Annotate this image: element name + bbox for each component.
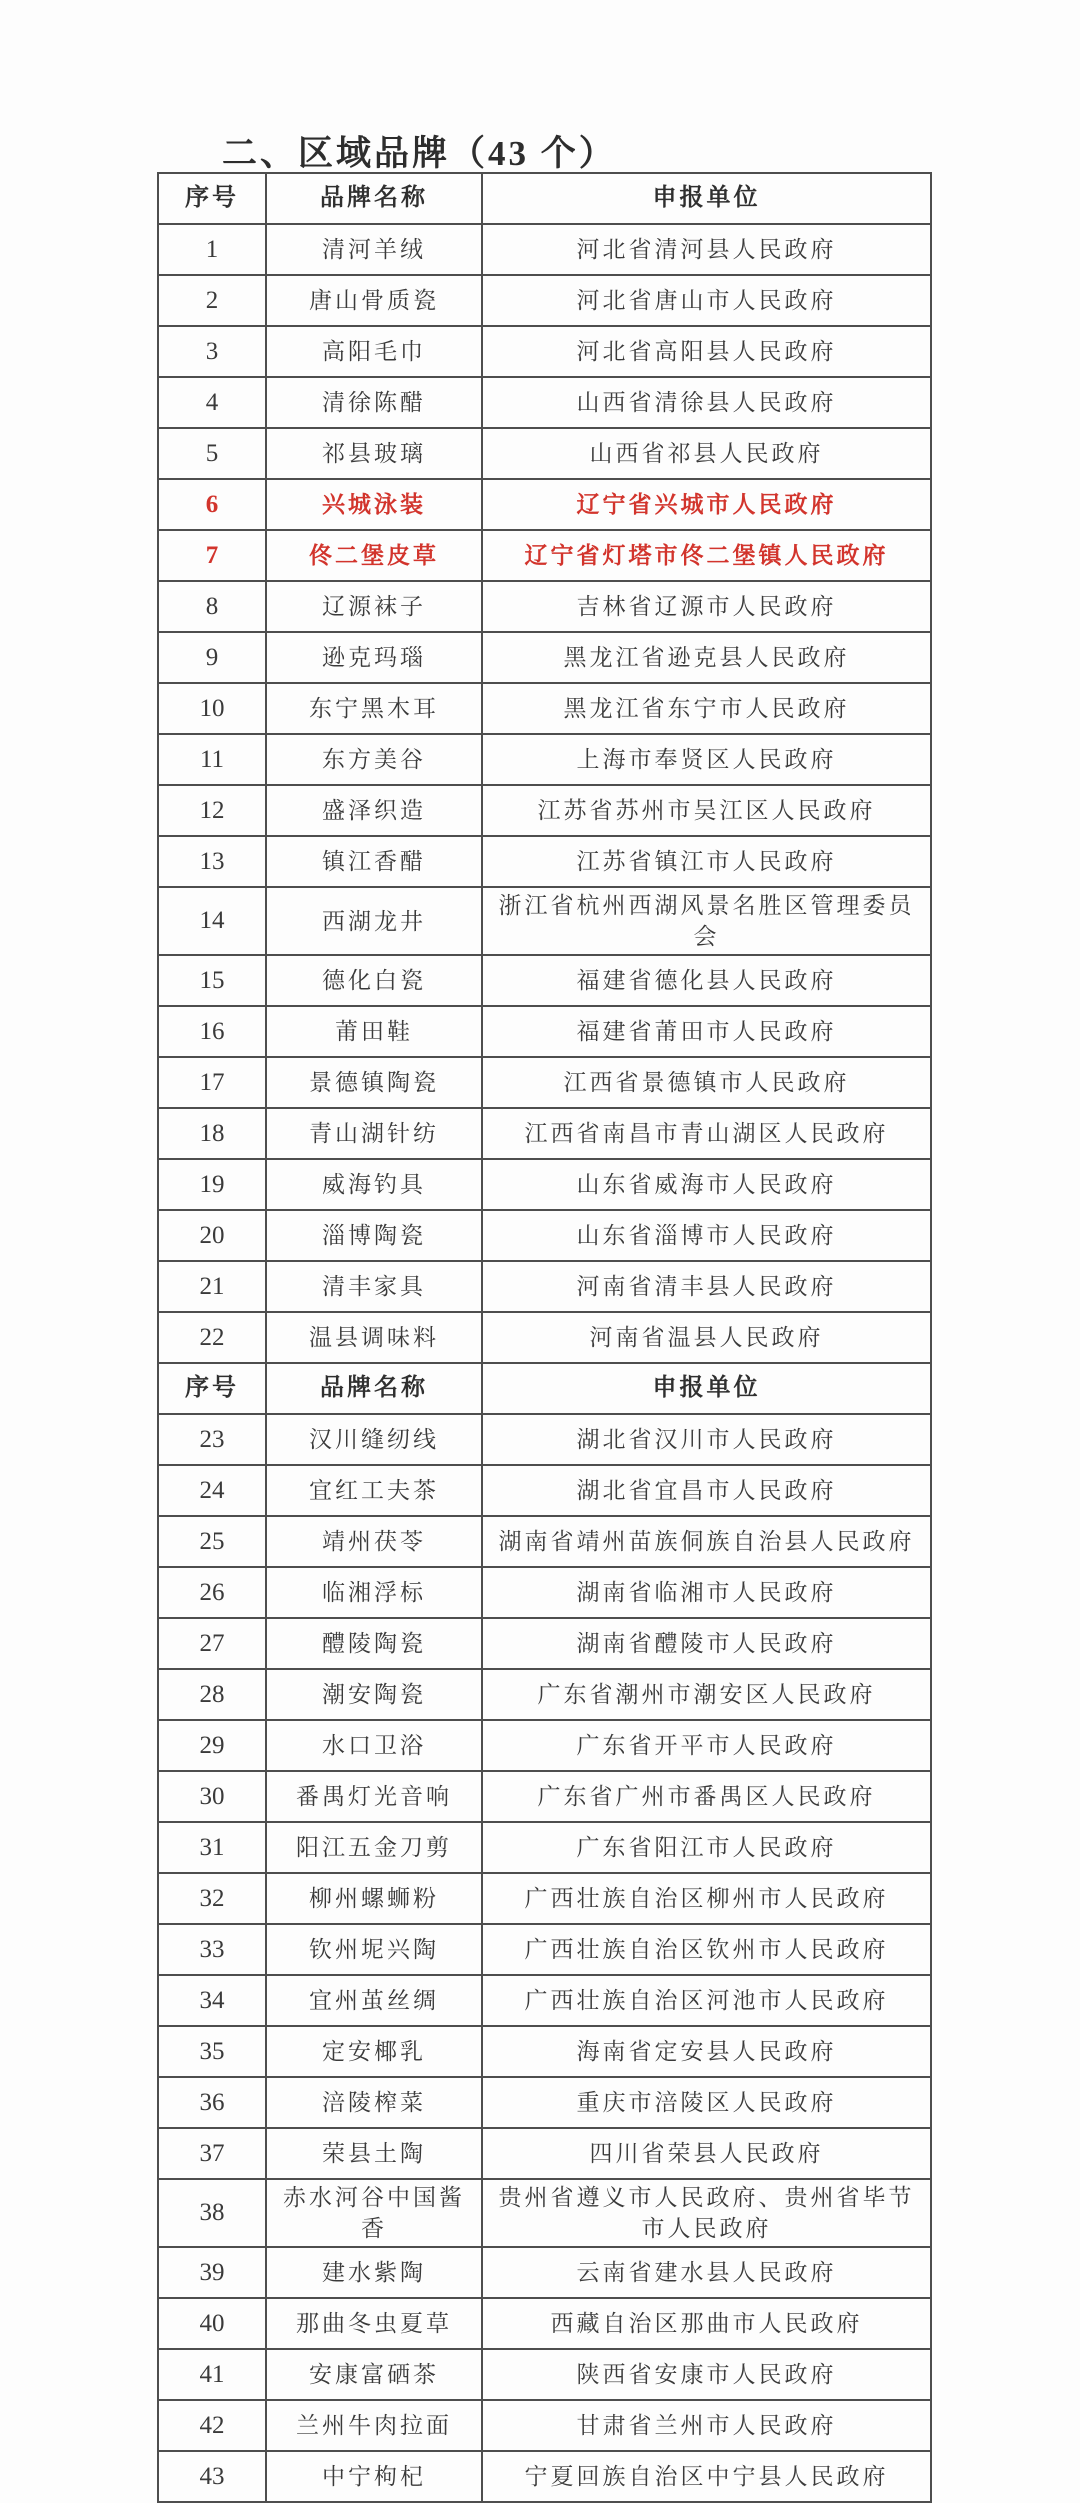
table-row: [158, 1873, 931, 1924]
table-row: [158, 1822, 931, 1873]
table-row: [158, 326, 931, 377]
table-row: [158, 2077, 931, 2128]
table-row: [158, 1924, 931, 1975]
cell-declaring-unit: 贵州省遵义市人民政府、贵州省毕节市人民政府: [482, 2179, 931, 2247]
cell-serial-number: 39: [158, 2247, 266, 2298]
cell-brand-name: 汉川缝纫线: [266, 1414, 482, 1465]
table-row: [158, 1465, 931, 1516]
cell-serial-number: 37: [158, 2128, 266, 2179]
cell-serial-number: 9: [158, 632, 266, 683]
header-cell-declaring-unit: 申报单位: [482, 173, 931, 224]
cell-serial-number: 1: [158, 224, 266, 275]
cell-declaring-unit: 上海市奉贤区人民政府: [482, 734, 931, 785]
table-row: [158, 479, 931, 530]
cell-brand-name: 钦州坭兴陶: [266, 1924, 482, 1975]
cell-brand-name: 水口卫浴: [266, 1720, 482, 1771]
cell-declaring-unit: 宁夏回族自治区中宁县人民政府: [482, 2451, 931, 2502]
cell-brand-name: 景德镇陶瓷: [266, 1057, 482, 1108]
table-row: [158, 2451, 931, 2502]
cell-declaring-unit: 辽宁省灯塔市佟二堡镇人民政府: [482, 530, 931, 581]
cell-brand-name: 清河羊绒: [266, 224, 482, 275]
cell-brand-name: 番禺灯光音响: [266, 1771, 482, 1822]
cell-declaring-unit: 吉林省辽源市人民政府: [482, 581, 931, 632]
cell-declaring-unit: 山东省淄博市人民政府: [482, 1210, 931, 1261]
cell-serial-number: 27: [158, 1618, 266, 1669]
cell-declaring-unit: 江西省景德镇市人民政府: [482, 1057, 931, 1108]
table-header-row: [158, 1363, 931, 1414]
cell-serial-number: 40: [158, 2298, 266, 2349]
cell-serial-number: 6: [158, 479, 266, 530]
cell-brand-name: 兰州牛肉拉面: [266, 2400, 482, 2451]
cell-declaring-unit: 福建省莆田市人民政府: [482, 1006, 931, 1057]
header-cell-declaring-unit: 申报单位: [482, 1363, 931, 1414]
table-row: [158, 1669, 931, 1720]
table-row: [158, 683, 931, 734]
cell-declaring-unit: 江苏省镇江市人民政府: [482, 836, 931, 887]
cell-declaring-unit: 陕西省安康市人民政府: [482, 2349, 931, 2400]
table-row: [158, 2400, 931, 2451]
cell-brand-name: 镇江香醋: [266, 836, 482, 887]
table-row: [158, 2179, 931, 2247]
table-row: [158, 785, 931, 836]
cell-declaring-unit: 山东省威海市人民政府: [482, 1159, 931, 1210]
table-row: [158, 1006, 931, 1057]
cell-serial-number: 25: [158, 1516, 266, 1567]
cell-brand-name: 高阳毛巾: [266, 326, 482, 377]
cell-declaring-unit: 河北省唐山市人民政府: [482, 275, 931, 326]
cell-serial-number: 18: [158, 1108, 266, 1159]
cell-declaring-unit: 广东省广州市番禺区人民政府: [482, 1771, 931, 1822]
cell-brand-name: 兴城泳装: [266, 479, 482, 530]
cell-brand-name: 阳江五金刀剪: [266, 1822, 482, 1873]
cell-serial-number: 35: [158, 2026, 266, 2077]
cell-declaring-unit: 甘肃省兰州市人民政府: [482, 2400, 931, 2451]
cell-serial-number: 42: [158, 2400, 266, 2451]
cell-declaring-unit: 西藏自治区那曲市人民政府: [482, 2298, 931, 2349]
cell-declaring-unit: 山西省祁县人民政府: [482, 428, 931, 479]
cell-declaring-unit: 浙江省杭州西湖风景名胜区管理委员会: [482, 887, 931, 955]
header-cell-serial: 序号: [158, 173, 266, 224]
cell-brand-name: 盛泽织造: [266, 785, 482, 836]
table-row: [158, 1210, 931, 1261]
table-row: [158, 275, 931, 326]
cell-declaring-unit: 湖南省醴陵市人民政府: [482, 1618, 931, 1669]
cell-brand-name: 东宁黑木耳: [266, 683, 482, 734]
cell-brand-name: 柳州螺蛳粉: [266, 1873, 482, 1924]
cell-serial-number: 8: [158, 581, 266, 632]
cell-serial-number: 29: [158, 1720, 266, 1771]
cell-brand-name: 温县调味料: [266, 1312, 482, 1363]
cell-brand-name: 佟二堡皮草: [266, 530, 482, 581]
cell-declaring-unit: 福建省德化县人民政府: [482, 955, 931, 1006]
cell-serial-number: 15: [158, 955, 266, 1006]
header-cell-serial: 序号: [158, 1363, 266, 1414]
cell-brand-name: 淄博陶瓷: [266, 1210, 482, 1261]
table-row: [158, 1720, 931, 1771]
cell-brand-name: 靖州茯苓: [266, 1516, 482, 1567]
table-row: [158, 1414, 931, 1465]
cell-serial-number: 17: [158, 1057, 266, 1108]
cell-declaring-unit: 湖北省汉川市人民政府: [482, 1414, 931, 1465]
cell-brand-name: 清徐陈醋: [266, 377, 482, 428]
cell-brand-name: 潮安陶瓷: [266, 1669, 482, 1720]
cell-declaring-unit: 黑龙江省逊克县人民政府: [482, 632, 931, 683]
table-row: [158, 1108, 931, 1159]
table-row: [158, 581, 931, 632]
table-row: [158, 2247, 931, 2298]
cell-serial-number: 32: [158, 1873, 266, 1924]
cell-serial-number: 22: [158, 1312, 266, 1363]
cell-brand-name: 中宁枸杞: [266, 2451, 482, 2502]
cell-brand-name: 赤水河谷中国酱香: [266, 2179, 482, 2247]
cell-serial-number: 23: [158, 1414, 266, 1465]
table-row: [158, 1312, 931, 1363]
cell-declaring-unit: 江苏省苏州市吴江区人民政府: [482, 785, 931, 836]
cell-serial-number: 24: [158, 1465, 266, 1516]
cell-declaring-unit: 广西壮族自治区钦州市人民政府: [482, 1924, 931, 1975]
cell-brand-name: 涪陵榨菜: [266, 2077, 482, 2128]
table-row: [158, 377, 931, 428]
cell-brand-name: 醴陵陶瓷: [266, 1618, 482, 1669]
cell-declaring-unit: 四川省荣县人民政府: [482, 2128, 931, 2179]
cell-brand-name: 莆田鞋: [266, 1006, 482, 1057]
header-cell-brand-name: 品牌名称: [266, 173, 482, 224]
table-row: [158, 2298, 931, 2349]
cell-declaring-unit: 云南省建水县人民政府: [482, 2247, 931, 2298]
table-row: [158, 1975, 931, 2026]
cell-declaring-unit: 河北省清河县人民政府: [482, 224, 931, 275]
cell-serial-number: 38: [158, 2179, 266, 2247]
cell-serial-number: 7: [158, 530, 266, 581]
cell-brand-name: 清丰家具: [266, 1261, 482, 1312]
cell-serial-number: 36: [158, 2077, 266, 2128]
regional-brand-table: [157, 172, 932, 2503]
cell-declaring-unit: 辽宁省兴城市人民政府: [482, 479, 931, 530]
cell-declaring-unit: 江西省南昌市青山湖区人民政府: [482, 1108, 931, 1159]
cell-declaring-unit: 河南省清丰县人民政府: [482, 1261, 931, 1312]
cell-declaring-unit: 湖北省宜昌市人民政府: [482, 1465, 931, 1516]
cell-brand-name: 唐山骨质瓷: [266, 275, 482, 326]
table-row: [158, 224, 931, 275]
cell-serial-number: 4: [158, 377, 266, 428]
header-cell-brand-name: 品牌名称: [266, 1363, 482, 1414]
cell-declaring-unit: 河北省高阳县人民政府: [482, 326, 931, 377]
table-row: [158, 632, 931, 683]
cell-brand-name: 宜红工夫茶: [266, 1465, 482, 1516]
cell-serial-number: 3: [158, 326, 266, 377]
page-title: 二、区域品牌（43 个）: [222, 134, 617, 173]
table-row: [158, 2349, 931, 2400]
table-row: [158, 1261, 931, 1312]
cell-serial-number: 20: [158, 1210, 266, 1261]
cell-brand-name: 宜州茧丝绸: [266, 1975, 482, 2026]
cell-serial-number: 43: [158, 2451, 266, 2502]
cell-serial-number: 13: [158, 836, 266, 887]
table-row: [158, 428, 931, 479]
cell-declaring-unit: 山西省清徐县人民政府: [482, 377, 931, 428]
table-row: [158, 1771, 931, 1822]
table-row: [158, 734, 931, 785]
table-header-row: [158, 173, 931, 224]
cell-declaring-unit: 广东省阳江市人民政府: [482, 1822, 931, 1873]
cell-serial-number: 5: [158, 428, 266, 479]
cell-serial-number: 34: [158, 1975, 266, 2026]
table-row: [158, 2128, 931, 2179]
table-row: [158, 2026, 931, 2077]
cell-serial-number: 33: [158, 1924, 266, 1975]
cell-serial-number: 14: [158, 887, 266, 955]
cell-declaring-unit: 湖南省临湘市人民政府: [482, 1567, 931, 1618]
cell-brand-name: 安康富硒茶: [266, 2349, 482, 2400]
table-row: [158, 836, 931, 887]
cell-brand-name: 定安椰乳: [266, 2026, 482, 2077]
cell-serial-number: 19: [158, 1159, 266, 1210]
table-row: [158, 1159, 931, 1210]
cell-brand-name: 辽源袜子: [266, 581, 482, 632]
cell-serial-number: 31: [158, 1822, 266, 1873]
cell-brand-name: 青山湖针纺: [266, 1108, 482, 1159]
cell-brand-name: 德化白瓷: [266, 955, 482, 1006]
cell-declaring-unit: 重庆市涪陵区人民政府: [482, 2077, 931, 2128]
cell-serial-number: 28: [158, 1669, 266, 1720]
cell-serial-number: 12: [158, 785, 266, 836]
table-row: [158, 1516, 931, 1567]
cell-brand-name: 逊克玛瑙: [266, 632, 482, 683]
cell-brand-name: 东方美谷: [266, 734, 482, 785]
cell-serial-number: 11: [158, 734, 266, 785]
cell-serial-number: 41: [158, 2349, 266, 2400]
cell-declaring-unit: 黑龙江省东宁市人民政府: [482, 683, 931, 734]
cell-serial-number: 26: [158, 1567, 266, 1618]
table-row: [158, 530, 931, 581]
table-row: [158, 1618, 931, 1669]
cell-declaring-unit: 广西壮族自治区河池市人民政府: [482, 1975, 931, 2026]
cell-declaring-unit: 湖南省靖州苗族侗族自治县人民政府: [482, 1516, 931, 1567]
cell-brand-name: 临湘浮标: [266, 1567, 482, 1618]
cell-declaring-unit: 河南省温县人民政府: [482, 1312, 931, 1363]
cell-brand-name: 西湖龙井: [266, 887, 482, 955]
cell-declaring-unit: 广东省潮州市潮安区人民政府: [482, 1669, 931, 1720]
cell-brand-name: 祁县玻璃: [266, 428, 482, 479]
table-row: [158, 887, 931, 955]
brand-table-body: [158, 173, 931, 2502]
table-row: [158, 1057, 931, 1108]
table-row: [158, 1567, 931, 1618]
cell-serial-number: 2: [158, 275, 266, 326]
cell-serial-number: 21: [158, 1261, 266, 1312]
cell-serial-number: 10: [158, 683, 266, 734]
table-row: [158, 955, 931, 1006]
cell-serial-number: 30: [158, 1771, 266, 1822]
cell-brand-name: 那曲冬虫夏草: [266, 2298, 482, 2349]
cell-declaring-unit: 广东省开平市人民政府: [482, 1720, 931, 1771]
cell-declaring-unit: 广西壮族自治区柳州市人民政府: [482, 1873, 931, 1924]
cell-brand-name: 荣县土陶: [266, 2128, 482, 2179]
cell-serial-number: 16: [158, 1006, 266, 1057]
cell-brand-name: 威海钓具: [266, 1159, 482, 1210]
cell-declaring-unit: 海南省定安县人民政府: [482, 2026, 931, 2077]
cell-brand-name: 建水紫陶: [266, 2247, 482, 2298]
